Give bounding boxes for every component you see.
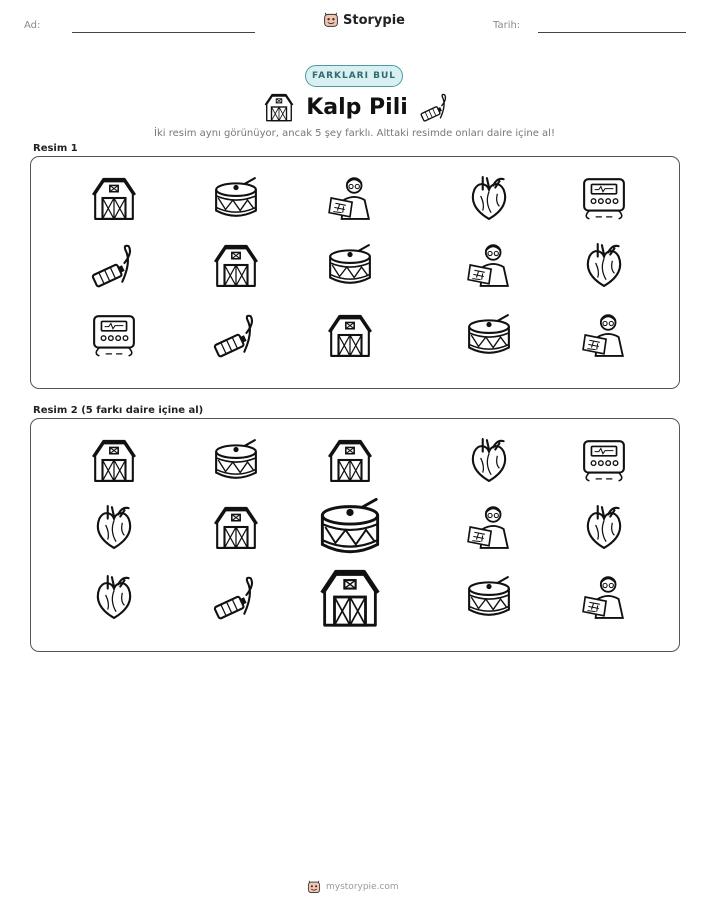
monitor-icon[interactable]	[581, 437, 627, 483]
barn-icon[interactable]	[319, 566, 381, 628]
drum-icon[interactable]	[213, 437, 259, 483]
picture1-panel	[30, 156, 680, 389]
battery-icon[interactable]	[213, 312, 259, 358]
doctor-icon[interactable]	[581, 574, 627, 620]
picture2-panel	[30, 418, 680, 652]
page-title: Kalp Pili	[306, 94, 408, 120]
heart-icon[interactable]	[581, 242, 627, 288]
heart-icon[interactable]	[466, 175, 512, 221]
drum-icon[interactable]	[327, 242, 373, 288]
monitor-icon[interactable]	[581, 175, 627, 221]
battery-icon[interactable]	[213, 574, 259, 620]
storypie-logo-icon	[307, 880, 321, 894]
barn-icon[interactable]	[91, 175, 137, 221]
barn-icon[interactable]	[327, 312, 373, 358]
brand-name: Storypie	[343, 12, 405, 28]
drum-icon[interactable]	[318, 495, 382, 559]
heart-icon[interactable]	[581, 504, 627, 550]
heart-icon[interactable]	[91, 574, 137, 620]
barn-icon[interactable]	[327, 437, 373, 483]
drum-icon[interactable]	[466, 312, 512, 358]
barn-icon	[264, 92, 294, 122]
picture2-label: Resim 2 (5 farkı daire içine al)	[33, 405, 204, 416]
barn-icon[interactable]	[213, 242, 259, 288]
date-label: Tarih:	[493, 20, 521, 31]
name-field-line[interactable]	[72, 32, 255, 33]
heart-icon[interactable]	[466, 437, 512, 483]
storypie-logo-icon	[323, 12, 339, 28]
instructions: İki resim aynı görünüyor, ancak 5 şey farklı. Alttaki resimde onları daire içine al!	[154, 128, 555, 139]
picture1-label: Resim 1	[33, 143, 78, 154]
date-field-line[interactable]	[538, 32, 686, 33]
battery-wire-icon	[420, 92, 450, 122]
drum-icon[interactable]	[466, 574, 512, 620]
barn-icon[interactable]	[213, 504, 259, 550]
monitor-icon[interactable]	[91, 312, 137, 358]
heart-icon[interactable]	[91, 504, 137, 550]
doctor-icon[interactable]	[327, 175, 373, 221]
find-differences-badge: FARKLARI BUL	[305, 65, 403, 87]
name-label: Ad:	[24, 20, 41, 31]
drum-icon[interactable]	[213, 175, 259, 221]
title-row	[262, 90, 452, 124]
battery-icon[interactable]	[91, 242, 137, 288]
footer-url[interactable]: mystorypie.com	[326, 882, 399, 892]
barn-icon[interactable]	[91, 437, 137, 483]
footer	[307, 880, 399, 894]
doctor-icon[interactable]	[581, 312, 627, 358]
brand	[323, 12, 405, 28]
doctor-icon[interactable]	[466, 242, 512, 288]
doctor-icon[interactable]	[466, 504, 512, 550]
